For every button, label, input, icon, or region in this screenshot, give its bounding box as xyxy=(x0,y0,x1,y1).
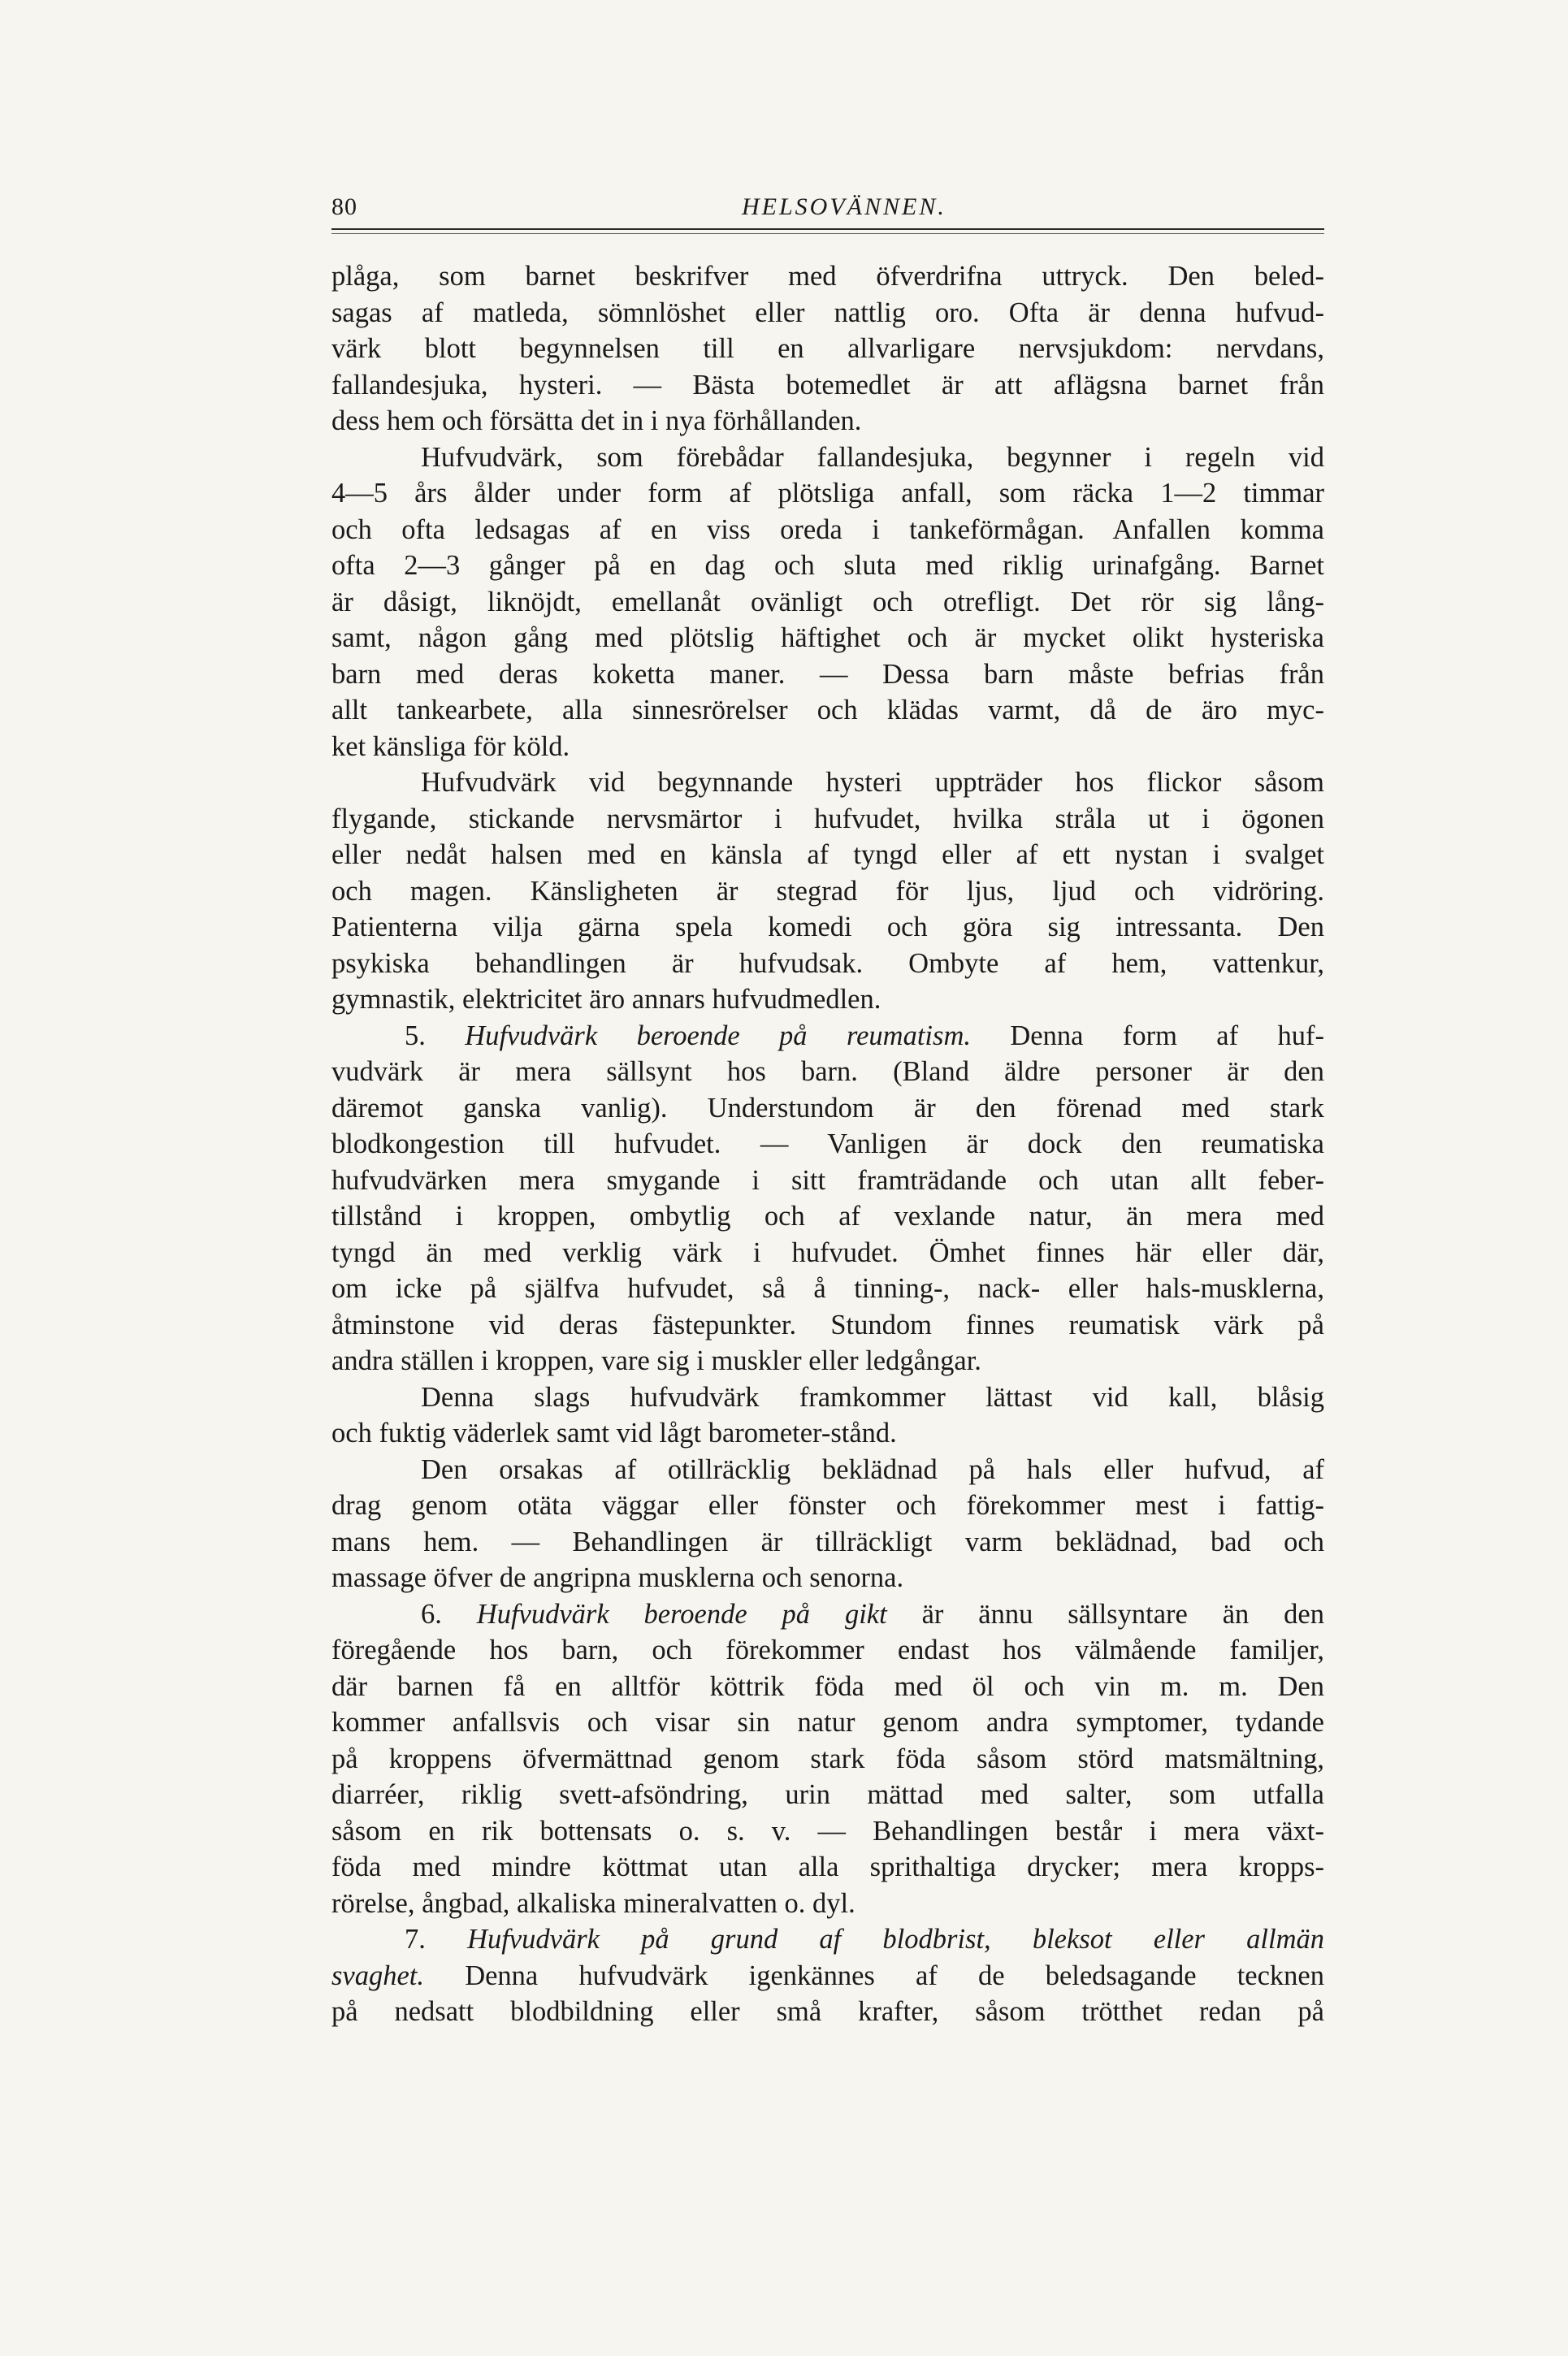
body-text xyxy=(331,258,1324,2030)
text-line: rörelse, ångbad, alkaliska mineralvatten o. dyl. xyxy=(331,1887,855,1919)
section-5-heading-line xyxy=(331,1018,1324,1055)
header-rule xyxy=(331,228,1324,230)
text-line: massage öfver de angripna musklerna och senorna. xyxy=(331,1562,904,1593)
section-number: 7. xyxy=(405,1924,468,1955)
section-title-italic-cont: svaghet. xyxy=(331,1960,425,1991)
text-line: Denna slags hufvudvärk framkommer lättast vid kall, blåsig xyxy=(421,1381,1324,1413)
text-line: föda med mindre köttmat utan alla sprithaltiga drycker; mera kropps- xyxy=(331,1851,1324,1882)
section-7-second-line xyxy=(331,1958,1324,1994)
text-line: drag genom otäta väggar eller fönster och förekommer mest i fattig- xyxy=(331,1490,1324,1521)
text-line: sagas af matleda, sömnlöshet eller nattlig oro. Ofta är denna hufvud- xyxy=(331,297,1324,328)
text-line: 4—5 års ålder under form af plötsliga anfall, som räcka 1—2 timmar xyxy=(331,478,1324,509)
text-line: ket känsliga för köld. xyxy=(331,730,570,762)
text-line: barn med deras koketta maner. — Dessa barn måste befrias från xyxy=(331,658,1324,690)
text-line: psykiska behandlingen är hufvudsak. Ombyte af hem, vattenkur, xyxy=(331,947,1324,979)
text-line: tyngd än med verklig värk i hufvudet. Ömhet finnes här eller där, xyxy=(331,1236,1324,1268)
text-line: blodkongestion till hufvudet. — Vanligen är dock den reumatiska xyxy=(331,1128,1324,1159)
text-line: vudvärk är mera sällsynt hos barn. (Bland äldre personer är den xyxy=(331,1056,1324,1087)
text-line: och ofta ledsagas af en viss oreda i tankeförmågan. Anfallen komma xyxy=(331,513,1324,545)
text-line: Hufvudvärk, som förebådar fallandesjuka, begynner i regeln vid xyxy=(421,441,1324,473)
section-title-italic: Hufvudvärk beroende på gikt xyxy=(476,1598,887,1630)
text-line: fallandesjuka, hysteri. — Bästa botemedlet är att aflägsna barnet från xyxy=(331,369,1324,401)
text-line: andra ställen i kroppen, vare sig i muskler eller ledgångar. xyxy=(331,1345,981,1376)
text-line: på nedsatt blodbildning eller små krafter, såsom trötthet redan på xyxy=(331,1996,1324,2027)
text-line: flygande, stickande nervsmärtor i hufvudet, hvilka stråla ut i ögonen xyxy=(331,803,1324,834)
text-line: såsom en rik bottensats o. s. v. — Behandlingen består i mera växt- xyxy=(331,1815,1324,1847)
text-line: dess hem och försätta det in i nya förhållanden. xyxy=(331,405,862,436)
running-title: HELSOVÄNNEN. xyxy=(742,193,946,220)
text-line: samt, någon gång med plötslig häftighet och är mycket olikt hysteriska xyxy=(331,622,1324,653)
text-line: på kroppens öfvermättnad genom stark föda såsom störd matsmältning, xyxy=(331,1743,1324,1774)
text-line: tillstånd i kroppen, ombytlig och af vexlande natur, än mera med xyxy=(331,1201,1324,1232)
text-line: och magen. Känsligheten är stegrad för ljus, ljud och vidröring. xyxy=(331,875,1324,907)
text-line: diarréer, riklig svett-afsöndring, urin mättad med salter, som utfalla xyxy=(331,1779,1324,1810)
text-line: värk blott begynnelsen till en allvarligare nervsjukdom: nervdans, xyxy=(331,333,1324,364)
section-title-italic: Hufvudvärk på grund af blodbrist, bleksot eller allmän xyxy=(467,1924,1324,1955)
text-line: där barnen få en alltför köttrik föda med öl och vin m. m. Den xyxy=(331,1670,1324,1702)
section-lead-text: är ännu sällsyntare än den xyxy=(886,1598,1324,1630)
text-line: allt tankearbete, alla sinnesrörelser och klädas varmt, då de äro myc- xyxy=(331,695,1324,725)
text-line: Patienterna vilja gärna spela komedi och göra sig intressanta. Den xyxy=(331,912,1324,942)
text-line: och fuktig väderlek samt vid lågt barometer-stånd. xyxy=(331,1418,897,1449)
text-line: om icke på själfva hufvudet, så å tinning-, nack- eller hals-musklerna, xyxy=(331,1273,1324,1304)
section-6-heading-line xyxy=(331,1596,1324,1633)
text-line: Den orsakas af otillräcklig beklädnad på hals eller hufvud, af xyxy=(421,1453,1324,1485)
text-line: hufvudvärken mera smygande i sitt framträdande och utan allt feber- xyxy=(331,1164,1324,1196)
section-lead-text: Denna form af huf- xyxy=(970,1020,1324,1051)
text-line: plåga, som barnet beskrifver med öfverdrifna uttryck. Den beled- xyxy=(331,261,1324,292)
section-lead-text: Denna hufvudvärk igenkännes af de beledsagande tecknen xyxy=(424,1960,1324,1991)
text-line: föregående hos barn, och förekommer endast hos välmående familjer, xyxy=(331,1635,1324,1665)
section-number: 6. xyxy=(421,1598,477,1630)
text-line: gymnastik, elektricitet äro annars hufvudmedlen. xyxy=(331,984,881,1015)
text-line: eller nedåt halsen med en känsla af tyngd eller af ett nystan i svalget xyxy=(331,839,1324,870)
text-line: kommer anfallsvis och visar sin natur genom andra symptomer, tydande xyxy=(331,1707,1324,1738)
section-7-heading-line xyxy=(331,1921,1324,1958)
page-header xyxy=(331,193,1324,234)
text-line: åtminstone vid deras fästepunkter. Stundom finnes reumatisk värk på xyxy=(331,1309,1324,1340)
page-number: 80 xyxy=(331,193,357,220)
text-line: ofta 2—3 gånger på en dag och sluta med riklig urinafgång. Barnet xyxy=(331,550,1324,581)
section-number: 5. xyxy=(405,1020,466,1051)
text-line: är dåsigt, liknöjdt, emellanåt ovänligt och otrefligt. Det rör sig lång- xyxy=(331,586,1324,617)
header-rule-secondary xyxy=(331,233,1324,234)
text-line: mans hem. — Behandlingen är tillräckligt varm beklädnad, bad och xyxy=(331,1526,1324,1557)
text-line: Hufvudvärk vid begynnande hysteri uppträder hos flickor såsom xyxy=(421,767,1324,798)
text-line: däremot ganska vanlig). Understundom är den förenad med stark xyxy=(331,1092,1324,1124)
section-title-italic: Hufvudvärk beroende på reumatism. xyxy=(465,1020,971,1051)
